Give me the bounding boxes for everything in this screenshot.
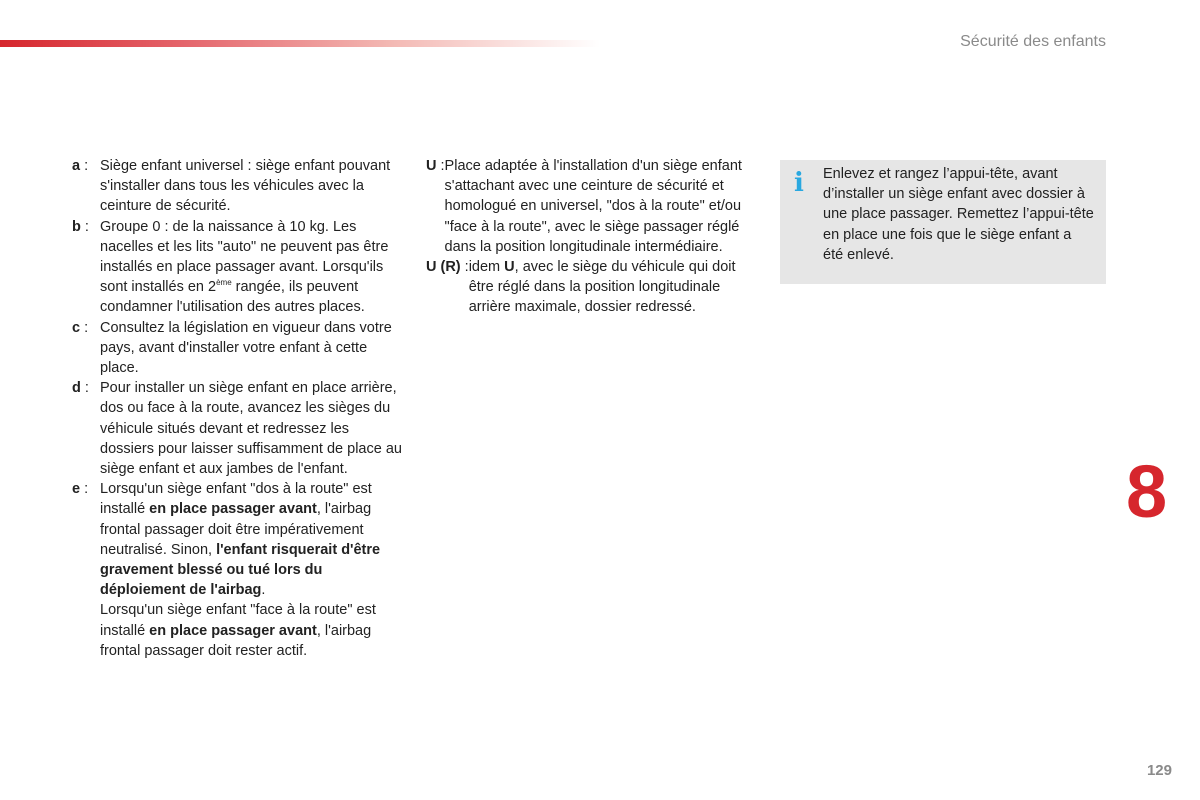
- entry-text: Place adaptée à l'installation d'un siège enfant s'attachant avec une ceinture de sécurité et homologué en universel, "dos à la route" et/ou "face à la route", avec le siège passager réglé dans la position longitudinale intermédiaire.: [444, 158, 742, 255]
- entry-text: Pour installer un siège enfant en place arrière, dos ou face à la route, avancez les sièges du véhicule situés devant et redressez les dossiers pour laisser suffisamment de place au siège enfant et aux jambes de l'enfant.: [100, 380, 402, 478]
- legend-column-middle: [426, 156, 756, 318]
- page-number: 129: [1146, 762, 1172, 779]
- entry-label: U (R) :: [426, 259, 469, 276]
- entry-text: [100, 479, 402, 661]
- header-accent-bar: [0, 40, 600, 47]
- entry-text: idem U, avec le siège du véhicule qui doit être réglé dans la position longitudinale arrière maximale, dossier redressé.: [468, 259, 736, 316]
- entry-label: e :: [72, 481, 89, 498]
- legend-column-left: [72, 156, 402, 661]
- entry-text: Siège enfant universel : siège enfant pouvant s'installer dans tous les véhicules avec la ceinture de sécurité.: [100, 158, 391, 215]
- info-icon: i: [794, 168, 804, 198]
- legend-entry-u: [426, 156, 756, 257]
- entry-text: Consultez la législation en vigueur dans votre pays, avant d'installer votre enfant à cette place.: [100, 319, 392, 377]
- legend-entry-u-r: [426, 257, 756, 318]
- legend-entry-a: [72, 156, 402, 217]
- entry-label: a :: [72, 158, 89, 174]
- info-text: Enlevez et rangez l’appui-tête, avant d’installer un siège enfant avec dossier à une place passager. Remettez l’appui-tête en place une fois que le siège enfant a été enlevé.: [823, 166, 1094, 263]
- chapter-number: 8: [1126, 450, 1168, 533]
- entry-text: Groupe 0 : de la naissance à 10 kg. Les nacelles et les lits "auto" ne peuvent pas être installés en place passager avant. Lorsqu'ils sont installés en 2ème rangée, ils peuvent condamner l'utilisation des autres places.: [100, 218, 389, 316]
- airbag-note-forward-facing: Lorsqu'un siège enfant "face à la route" est installé en place passager avant, l'airbag frontal passager doit rester actif.: [100, 602, 376, 659]
- airbag-warning-rear-facing: Lorsqu'un siège enfant "dos à la route" est installé en place passager avant, l'airbag frontal passager doit être impérativement neutralisé. Sinon, l'enfant risquerait d'être gravement blessé ou tué lors du déploiement de l'airbag.: [100, 481, 381, 599]
- entry-label: U :: [426, 158, 445, 174]
- entry-label: c :: [72, 319, 89, 336]
- info-box: [780, 160, 1106, 284]
- legend-entry-c: [72, 318, 402, 379]
- legend-entry-d: [72, 378, 402, 479]
- entry-label: b :: [72, 218, 89, 235]
- section-title: Sécurité des enfants: [960, 33, 1106, 50]
- entry-label: d :: [72, 380, 89, 397]
- legend-entry-b: [72, 217, 402, 318]
- legend-entry-e: [72, 479, 402, 661]
